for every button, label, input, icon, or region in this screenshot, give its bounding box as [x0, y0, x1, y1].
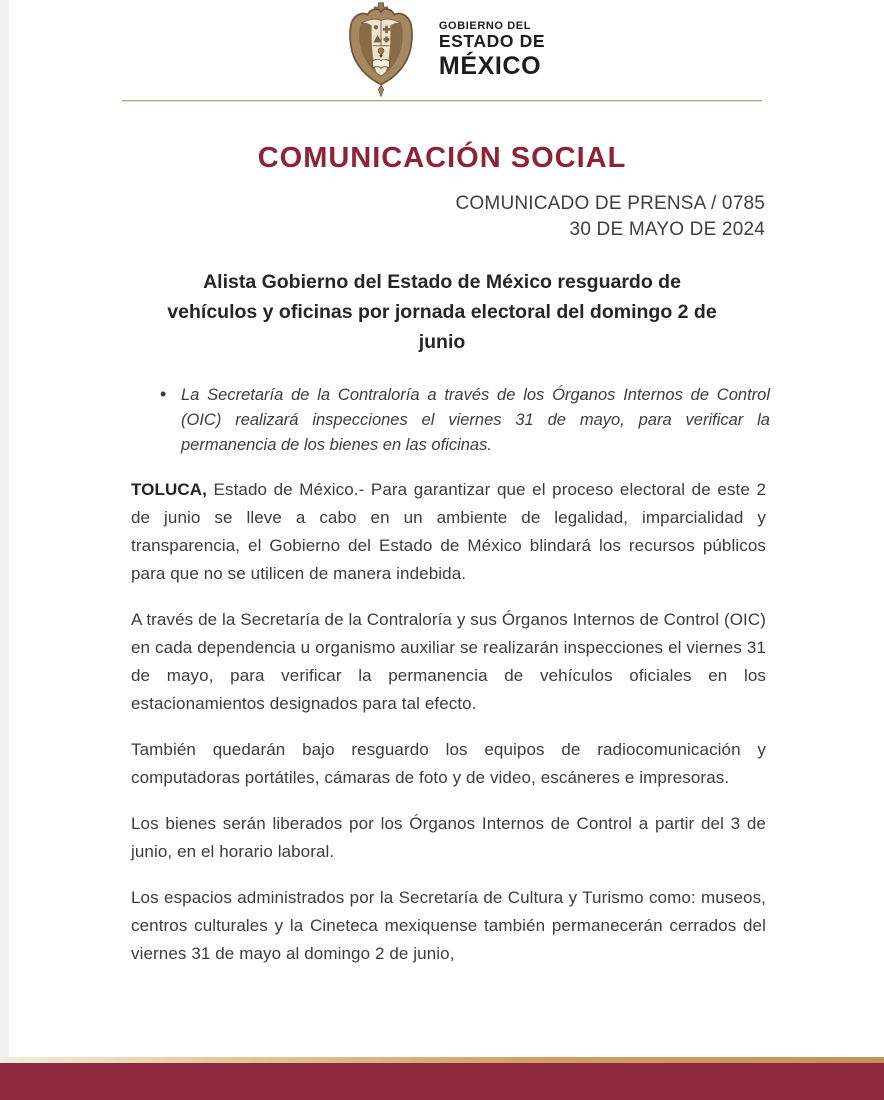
paragraph-lead: TOLUCA,: [131, 480, 207, 499]
government-logo: [0, 0, 884, 98]
body-paragraph: [131, 476, 766, 588]
logo-wordmark-line1: GOBIERNO DEL: [438, 20, 532, 33]
headline-line: junio: [418, 331, 466, 353]
press-release-number: COMUNICADO DE PRENSA / 0785: [455, 193, 765, 214]
section-title: COMUNICACIÓN SOCIAL: [257, 142, 627, 174]
estado-de-mexico-coat-of-arms-icon: [339, 2, 423, 98]
paragraph-text: Estado de México.- Para garantizar que el proceso electoral de este 2 de junio se lleve a cabo en un ambiente de legalidad, imparcialidad y transparencia, el Gobierno del Estado de México blindará los recursos públicos para que no se utilicen de manera indebida.: [131, 480, 766, 583]
body-paragraph: [131, 736, 766, 792]
header-divider: [122, 100, 762, 102]
body-paragraph: [131, 810, 766, 866]
headline-line: vehículos y oficinas por jornada electoral del domingo 2 de: [167, 301, 717, 323]
headline-line: Alista Gobierno del Estado de México resguardo de: [203, 271, 681, 293]
body-paragraph: [131, 884, 766, 968]
paragraph-text: A través de la Secretaría de la Contraloría y sus Órganos Internos de Control (OIC) en cada dependencia u organismo auxiliar se realizarán inspecciones el viernes 31 de mayo, para verificar la permanencia de vehículos oficiales en los estacionamientos designados para tal efecto.: [131, 610, 766, 713]
page-footer: [0, 1057, 884, 1100]
press-release-meta: [0, 191, 765, 243]
body-paragraph: [131, 606, 766, 718]
headline: [92, 267, 792, 357]
paragraph-text: Los espacios administrados por la Secretaría de Cultura y Turismo como: museos, centros culturales y la Cineteca mexiquense también permanecerán cerrados del viernes 31 de mayo al domingo 2 de junio,: [131, 888, 766, 963]
press-release-date: 30 DE MAYO DE 2024: [569, 219, 765, 240]
logo-wordmark-line3: MÉXICO: [438, 51, 542, 80]
paragraph-text: También quedarán bajo resguardo los equipos de radiocomunicación y computadoras portátiles, cámaras de foto y de video, escáneres e impresoras.: [131, 740, 766, 787]
logo-wordmark: [439, 20, 545, 80]
summary-bullet: • La Secretaría de la Contraloría a través de los Órganos Internos de Control (OIC) realizará inspecciones el viernes 31 de mayo, para verificar la permanencia de los bienes en las oficinas.: [181, 383, 770, 458]
paragraph-text: Los bienes serán liberados por los Órganos Internos de Control a partir del 3 de junio, en el horario laboral.: [131, 814, 766, 861]
logo-wordmark-line2: ESTADO DE: [438, 31, 546, 52]
footer-maroon-bar: [0, 1063, 884, 1100]
